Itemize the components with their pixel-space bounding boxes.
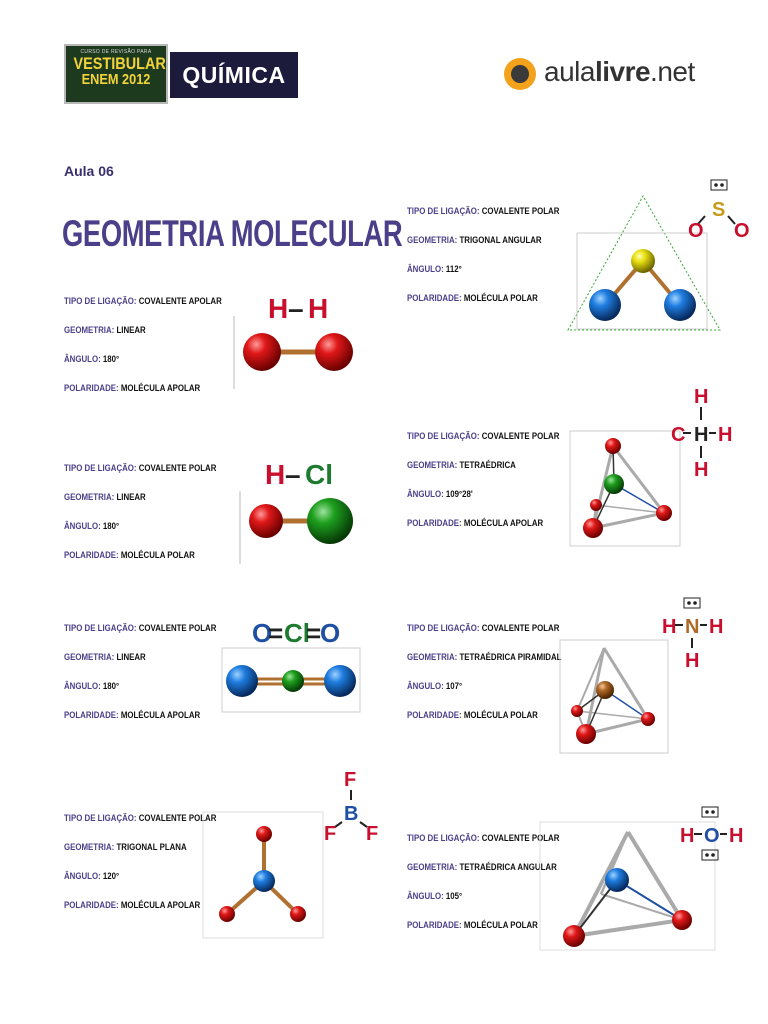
formula-atom: Cl — [284, 618, 310, 648]
logo-big-text-2: ENEM 2012 — [81, 71, 151, 88]
formula-atom: H — [662, 616, 677, 638]
formula-atom: O — [704, 825, 720, 847]
h2-molecule — [234, 316, 353, 389]
label-angulo: ÂNGULO: — [407, 489, 444, 500]
h2o-formula — [680, 807, 743, 860]
label-geometria: GEOMETRIA: — [407, 652, 458, 663]
formula-atom: H — [268, 293, 289, 324]
formula-atom: H — [718, 424, 733, 446]
label-tipo: TIPO DE LIGAÇÃO: — [64, 813, 137, 824]
value-tipo: COVALENTE POLAR — [481, 206, 560, 217]
label-geometria: GEOMETRIA: — [64, 325, 115, 336]
formula-atom: S — [712, 199, 726, 221]
so2-molecule — [568, 196, 720, 330]
value-angulo: 107° — [445, 681, 463, 692]
logo-big-text-1: VESTIBULAR — [73, 54, 166, 73]
formula-atom: N — [685, 616, 700, 638]
brand-prefix: aula — [544, 56, 595, 87]
label-angulo: ÂNGULO: — [64, 521, 101, 532]
label-polaridade: POLARIDADE: — [64, 900, 119, 911]
formula-bond: – — [285, 459, 301, 490]
clo2-molecule — [222, 648, 360, 712]
label-polaridade: POLARIDADE: — [64, 710, 119, 721]
ch4-molecule — [570, 431, 680, 546]
value-geometria: TETRAÉDRICA — [459, 460, 516, 471]
value-angulo: 180° — [102, 681, 120, 692]
label-geometria: GEOMETRIA: — [407, 235, 458, 246]
brand-suffix: .net — [650, 56, 695, 87]
formula-atom: O — [734, 220, 750, 242]
bf3-formula — [324, 769, 378, 845]
value-polaridade: MOLÉCULA POLAR — [463, 710, 538, 721]
formula-atom: H — [308, 293, 329, 324]
clo2-formula — [252, 618, 340, 648]
value-geometria: LINEAR — [116, 325, 146, 336]
formula-atom: C — [671, 424, 686, 446]
label-angulo: ÂNGULO: — [407, 891, 444, 902]
formula-atom: H — [694, 386, 709, 408]
label-polaridade: POLARIDADE: — [407, 293, 462, 304]
label-polaridade: POLARIDADE: — [64, 550, 119, 561]
page-title: GEOMETRIA MOLECULAR — [62, 213, 403, 254]
label-tipo: TIPO DE LIGAÇÃO: — [64, 463, 137, 474]
label-polaridade: POLARIDADE: — [64, 383, 119, 394]
value-polaridade: MOLÉCULA APOLAR — [120, 710, 201, 721]
so2-formula — [688, 180, 750, 242]
value-polaridade: MOLÉCULA APOLAR — [120, 900, 201, 911]
label-tipo: TIPO DE LIGAÇÃO: — [64, 623, 137, 634]
label-tipo: TIPO DE LIGAÇÃO: — [407, 431, 480, 442]
value-tipo: COVALENTE POLAR — [138, 623, 217, 634]
value-tipo: COVALENTE POLAR — [138, 463, 217, 474]
label-angulo: ÂNGULO: — [407, 681, 444, 692]
value-angulo: 109°28' — [445, 489, 473, 500]
value-angulo: 180° — [102, 354, 120, 365]
formula-atom: O — [320, 618, 341, 648]
value-tipo: COVALENTE APOLAR — [138, 296, 222, 307]
label-angulo: ÂNGULO: — [407, 264, 444, 275]
value-geometria: LINEAR — [116, 652, 146, 663]
bf3-molecule — [203, 812, 323, 938]
label-tipo: TIPO DE LIGAÇÃO: — [64, 296, 137, 307]
value-polaridade: MOLÉCULA POLAR — [120, 550, 195, 561]
label-polaridade: POLARIDADE: — [407, 920, 462, 931]
formula-atom: O — [252, 618, 273, 648]
hcl-molecule — [240, 491, 353, 564]
value-angulo: 105° — [445, 891, 463, 902]
value-tipo: COVALENTE POLAR — [481, 431, 560, 442]
value-geometria: TETRAÉDRICA ANGULAR — [459, 862, 557, 873]
value-polaridade: MOLÉCULA POLAR — [463, 293, 538, 304]
label-tipo: TIPO DE LIGAÇÃO: — [407, 206, 480, 217]
label-polaridade: POLARIDADE: — [407, 710, 462, 721]
formula-atom: H — [709, 616, 724, 638]
value-tipo: COVALENTE POLAR — [481, 833, 560, 844]
hcl-formula — [265, 459, 333, 490]
formula-bond: = — [268, 618, 284, 648]
formula-atom: B — [344, 803, 359, 825]
nh3-formula — [662, 598, 723, 672]
value-geometria: TRIGONAL ANGULAR — [459, 235, 542, 246]
value-tipo: COVALENTE POLAR — [481, 623, 560, 634]
label-angulo: ÂNGULO: — [64, 681, 101, 692]
lesson-number: Aula 06 — [64, 163, 114, 179]
label-geometria: GEOMETRIA: — [407, 862, 458, 873]
value-tipo: COVALENTE POLAR — [138, 813, 217, 824]
formula-atom: H — [680, 825, 695, 847]
formula-atom: H — [729, 825, 744, 847]
value-angulo: 112° — [445, 264, 462, 275]
formula-atom: F — [324, 823, 337, 845]
value-geometria: TRIGONAL PLANA — [116, 842, 187, 853]
label-tipo: TIPO DE LIGAÇÃO: — [407, 833, 480, 844]
label-geometria: GEOMETRIA: — [64, 492, 115, 503]
label-geometria: GEOMETRIA: — [407, 460, 458, 471]
value-geometria: LINEAR — [116, 492, 146, 503]
logo-small-text: CURSO DE REVISÃO PARA — [80, 49, 152, 55]
value-polaridade: MOLÉCULA POLAR — [463, 920, 538, 931]
formula-atom: O — [688, 220, 704, 242]
label-angulo: ÂNGULO: — [64, 871, 101, 882]
brand-bold: livre — [594, 56, 651, 87]
logo-subject: QUÍMICA — [170, 52, 298, 98]
value-polaridade: MOLÉCULA APOLAR — [463, 518, 544, 529]
value-polaridade: MOLÉCULA APOLAR — [120, 383, 201, 394]
label-polaridade: POLARIDADE: — [407, 518, 462, 529]
label-tipo: TIPO DE LIGAÇÃO: — [407, 623, 480, 634]
h2-formula — [268, 293, 328, 324]
label-geometria: GEOMETRIA: — [64, 842, 115, 853]
formula-atom: H — [265, 459, 286, 490]
value-geometria: TETRAÉDRICA PIRAMIDAL — [459, 652, 562, 663]
formula-bond: = — [306, 618, 322, 648]
formula-bond: – — [288, 293, 304, 324]
label-geometria: GEOMETRIA: — [64, 652, 115, 663]
label-angulo: ÂNGULO: — [64, 354, 101, 365]
value-angulo: 180° — [102, 521, 120, 532]
formula-atom: F — [366, 823, 379, 845]
formula-atom: F — [344, 769, 357, 791]
formula-atom: H — [694, 459, 709, 481]
formula-atom: H — [685, 650, 700, 672]
value-angulo: 120° — [102, 871, 120, 882]
formula-atom: Cl — [305, 459, 333, 490]
formula-atom: H — [694, 424, 709, 446]
nh3-molecule — [560, 640, 668, 753]
